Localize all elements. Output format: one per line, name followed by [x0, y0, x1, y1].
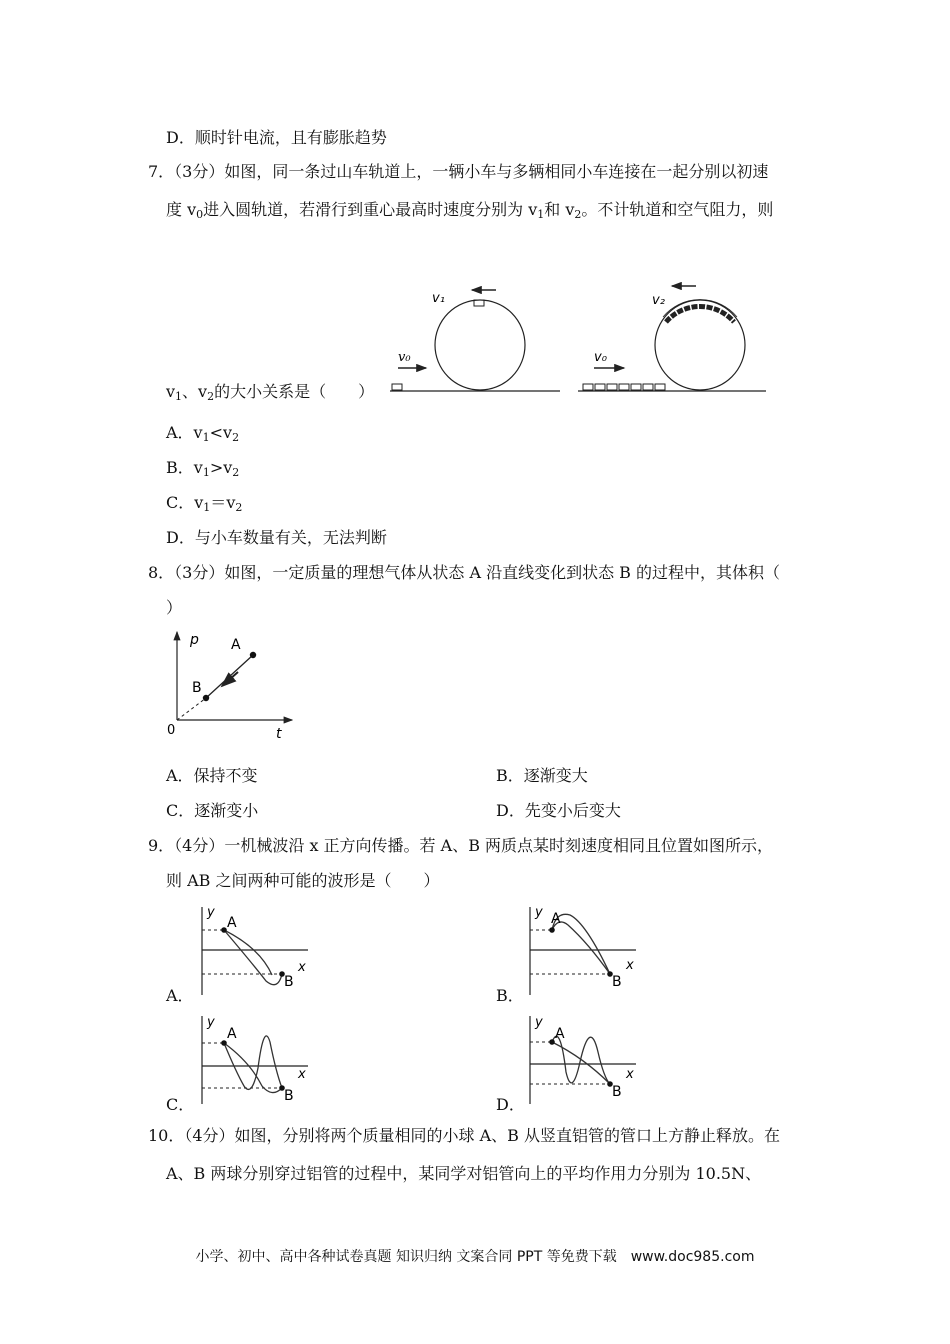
q7-right-loop: [655, 300, 745, 390]
q8-pt-graph: [162, 628, 302, 743]
svg-text:A: A: [555, 1026, 565, 1042]
q7-v2-label: v₂: [652, 293, 665, 308]
svg-text:B: B: [284, 1088, 294, 1104]
q7-v0-label-left: v₀: [398, 350, 411, 365]
q8-stem-line1: 8．（3分）如图，一定质量的理想气体从状态 A 沿直线变化到状态 B 的过程中，其体积（: [148, 563, 781, 582]
q8-option-b: B．逐渐变大: [496, 766, 588, 785]
q8-option-a: A．保持不变: [166, 766, 258, 785]
q7-option-b: B．$v_1>v_2$: [166, 458, 240, 479]
q8-option-c: C．逐渐变小: [166, 801, 259, 820]
q7-loop-figure: [380, 280, 780, 400]
svg-text:A: A: [227, 1026, 237, 1042]
q7-option-c: C．$v_1=v_2$: [166, 493, 243, 514]
q8-direction-arrow: [222, 672, 238, 686]
q9-option-d-label: D．: [496, 1095, 525, 1114]
q7-v0-label-right: v₀: [594, 350, 607, 365]
q7-stem-line1: 7．（3分）如图，同一条过山车轨道上，一辆小车与多辆相同小车连接在一起分别以初速: [148, 162, 769, 181]
svg-text:B: B: [612, 974, 622, 990]
q7-left-loop: [435, 300, 525, 390]
svg-text:B: B: [612, 1084, 622, 1100]
q8-origin-label: 0: [167, 723, 176, 738]
q8-process-line: [206, 655, 253, 698]
q7-right-train-bottom: [583, 384, 665, 390]
q8-label-a: A: [231, 637, 241, 653]
q9-stem-line2: 则 AB 之间两种可能的波形是（ ）: [166, 871, 440, 890]
q8-point-a: [250, 652, 256, 658]
svg-text:A: A: [227, 915, 237, 931]
q9-option-b-graph: [518, 903, 648, 998]
q9-option-a-graph: [190, 903, 320, 998]
svg-text:x: x: [298, 1067, 306, 1082]
q7-v1-label: v₁: [432, 291, 445, 306]
svg-text:y: y: [535, 905, 543, 920]
q8-label-b: B: [192, 680, 202, 696]
q7-option-d: D．与小车数量有关，无法判断: [166, 528, 387, 547]
svg-text:A: A: [551, 911, 561, 927]
svg-text:x: x: [626, 958, 634, 973]
svg-text:B: B: [284, 974, 294, 990]
q8-dashed-extension: [177, 698, 206, 720]
q7-right-train-top: [666, 306, 734, 322]
page-footer: 小学、初中、高中各种试卷真题 知识归纳 文案合同 PPT 等免费下载 www.doc985.com: [195, 1249, 755, 1265]
q7-option-a: A．$v_1<v_2$: [166, 423, 240, 444]
q9-option-d-graph: [518, 1012, 648, 1107]
q8-stem-line2: ）: [166, 598, 183, 617]
svg-text:y: y: [207, 905, 215, 920]
q9-option-a-label: A．: [166, 986, 194, 1005]
q9-option-b-label: B．: [496, 986, 524, 1005]
q8-point-b: [203, 695, 209, 701]
q7-left-car-bottom: [392, 384, 402, 390]
svg-text:y: y: [535, 1015, 543, 1030]
q10-stem-line1: 10．（4分）如图，分别将两个质量相同的小球 A、B 从竖直铝管的管口上方静止释放。在: [148, 1126, 781, 1145]
q8-option-d: D．先变小后变大: [496, 801, 621, 820]
q9-stem-line1: 9．（4分）一机械波沿 x 正方向传播。若 A、B 两质点某时刻速度相同且位置如图所示，: [148, 836, 774, 855]
q9-option-c-graph: [190, 1012, 320, 1107]
q8-p-label: p: [190, 632, 199, 648]
svg-text:x: x: [298, 960, 306, 975]
q8-t-label: t: [276, 726, 282, 742]
q7-left-car-top: [474, 300, 484, 306]
q7-stem-line3: $v_1$、$v_2$的大小关系是（ ）: [166, 382, 375, 403]
svg-text:y: y: [207, 1015, 215, 1030]
q7-stem-line2: 度 $v_0$进入圆轨道，若滑行到重心最高时速度分别为 $v_1$和 $v_2$。不计轨道和空气阻力，则: [166, 200, 774, 221]
q9-option-c-label: C．: [166, 1095, 195, 1114]
svg-text:x: x: [626, 1067, 634, 1082]
q10-stem-line2: A、B 两球分别穿过铝管的过程中，某同学对铝管向上的平均作用力分别为 10.5N、: [166, 1164, 762, 1183]
q6-option-d: D．顺时针电流，且有膨胀趋势: [166, 128, 387, 147]
